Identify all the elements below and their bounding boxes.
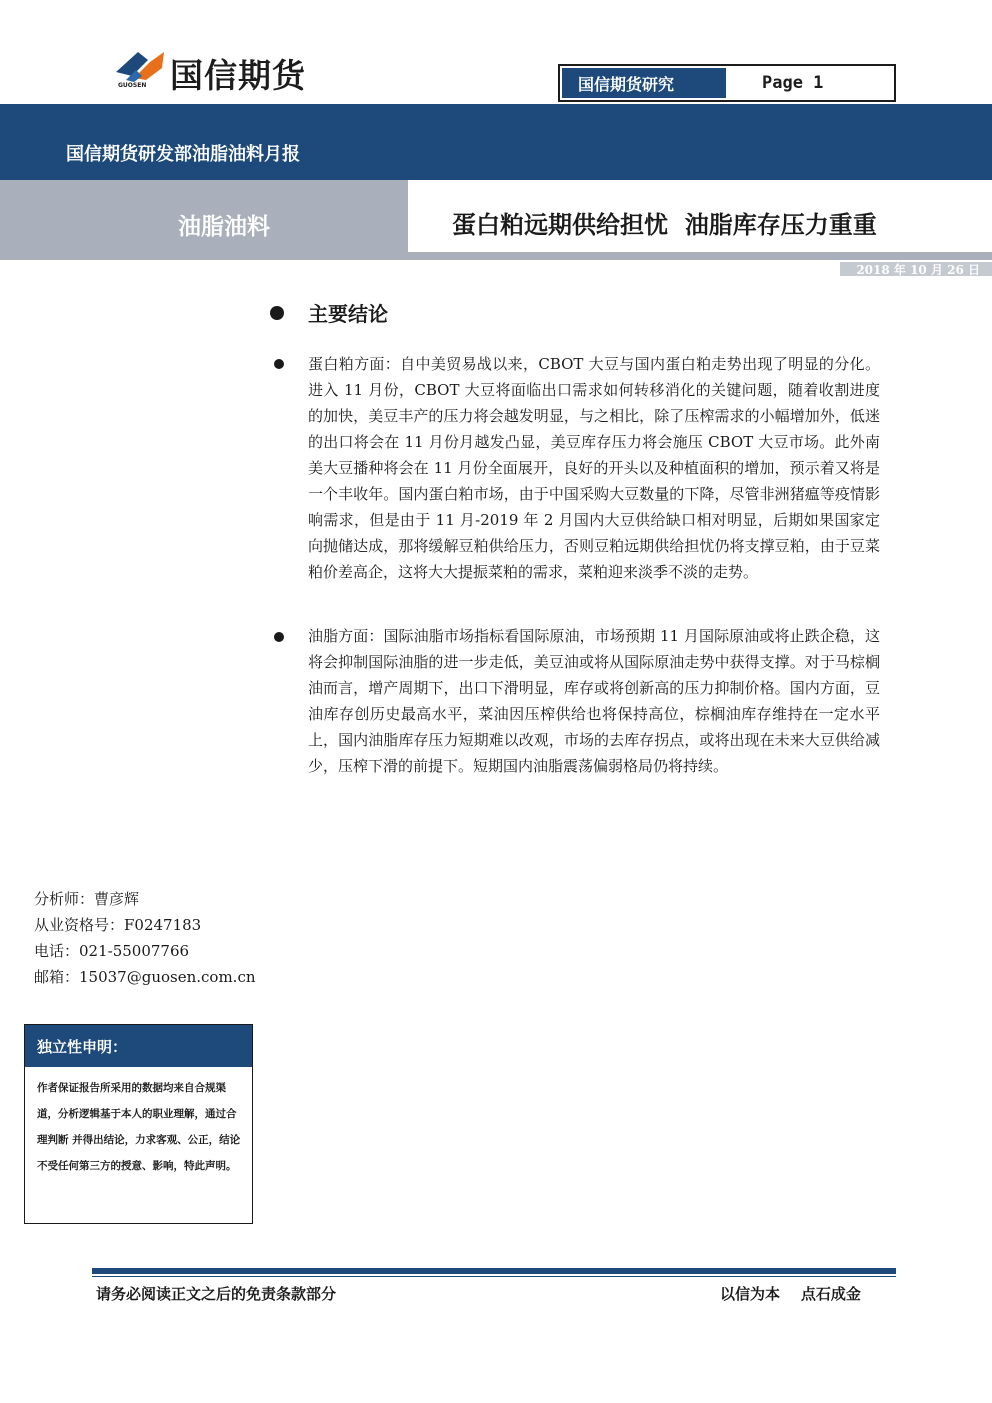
analyst-license: 从业资格号：F0247183 [34,916,202,934]
category-label: 油脂油料 [178,213,270,240]
bullet-icon [274,359,284,369]
analyst-name: 分析师：曹彦辉 [34,890,140,908]
statement-title: 独立性申明： [25,1025,252,1067]
research-label: 国信期货研究 [560,66,728,100]
bullet-icon [270,306,284,320]
independence-statement [24,1024,253,1224]
report-title: 蛋白粕远期供给担忧 油脂库存压力重重 [452,210,877,239]
footer-slogan: 以信为本 点石成金 [720,1285,861,1303]
report-date: 2018 年 10 月 26 日 [856,263,980,277]
analyst-info [34,886,256,990]
conclusion-heading [270,298,388,327]
category-panel [0,180,408,260]
logo-text: 国信期货 [170,56,306,95]
footer-disclaimer: 请务必阅读正文之后的免责条款部分 [96,1285,337,1303]
report-series-title: 国信期货研发部油脂油料月报 [66,144,300,165]
title-underline [408,252,992,260]
statement-body: 作者保证报告所采用的数据均来自合规渠道，分析逻辑基于本人的职业理解，通过合理判断 并得出结论，力求客观、公正，结论不受任何第三方的授意、影响，特此声明。 [37,1082,241,1172]
paragraph-meal: 蛋白粕方面：自中美贸易战以来，CBOT 大豆与国内蛋白粕走势出现了明显的分化。进入 11 月份，CBOT 大豆将面临出口需求如何转移消化的关键问题，随着收割进度的加快，美豆丰产的压力将会越发明显，与之相比，除了压榨需求的小幅增加外，低迷的出口将会在 11 月份月越发凸显，美豆库存压力将会施压 CBOT 大豆市场。此外南美大豆播种将会在 11 月份全面展开，良好的开头以及种植面积的增加，预示着又将是一个丰收年。国内蛋白粕市场，由于中国采购大豆数量的下降，尽管非洲猪瘟等疫情影响需求，但是由于 11 月-2019 年 2 月国内大豆供给缺口相对明显，后期如果国家定向抛储达成，那将缓解豆粕供给压力，否则豆粕远期供给担忧仍将支撑豆粕，由于豆菜粕价差高企，这将大大提振菜粕的需求，菜粕迎来淡季不淡的走势。 [308,355,880,581]
header-band [0,104,992,180]
header-box [558,64,896,102]
analyst-email: 邮箱：15037@guosen.com.cn [34,968,256,986]
bullet-icon [274,632,284,642]
logo-subtext: GUOSEN [118,82,147,89]
footer-rule [92,1268,896,1274]
footer-rule-thin [92,1276,896,1277]
date-strip [840,262,992,276]
analyst-phone: 电话：021-55007766 [34,942,190,960]
paragraph-oil: 油脂方面：国际油脂市场指标看国际原油，市场预期 11 月国际原油或将止跌企稳，这将会抑制国际油脂的进一步走低，美豆油或将从国际原油走势中获得支撑。对于马棕榈油而言，增产周期下，出口下滑明显，库存或将创新高的压力抑制价格。国内方面，豆油库存创历史最高水平，菜油因压榨供给也将保持高位，棕榈油库存维持在一定水平上，国内油脂库存压力短期难以改观，市场的去库存拐点，或将出现在未来大豆供给减少，压榨下滑的前提下。短期国内油脂震荡偏弱格局仍将持续。 [308,627,880,775]
company-logo [112,46,352,96]
conclusion-title: 主要结论 [308,302,388,326]
page-number: Page 1 [762,73,824,93]
